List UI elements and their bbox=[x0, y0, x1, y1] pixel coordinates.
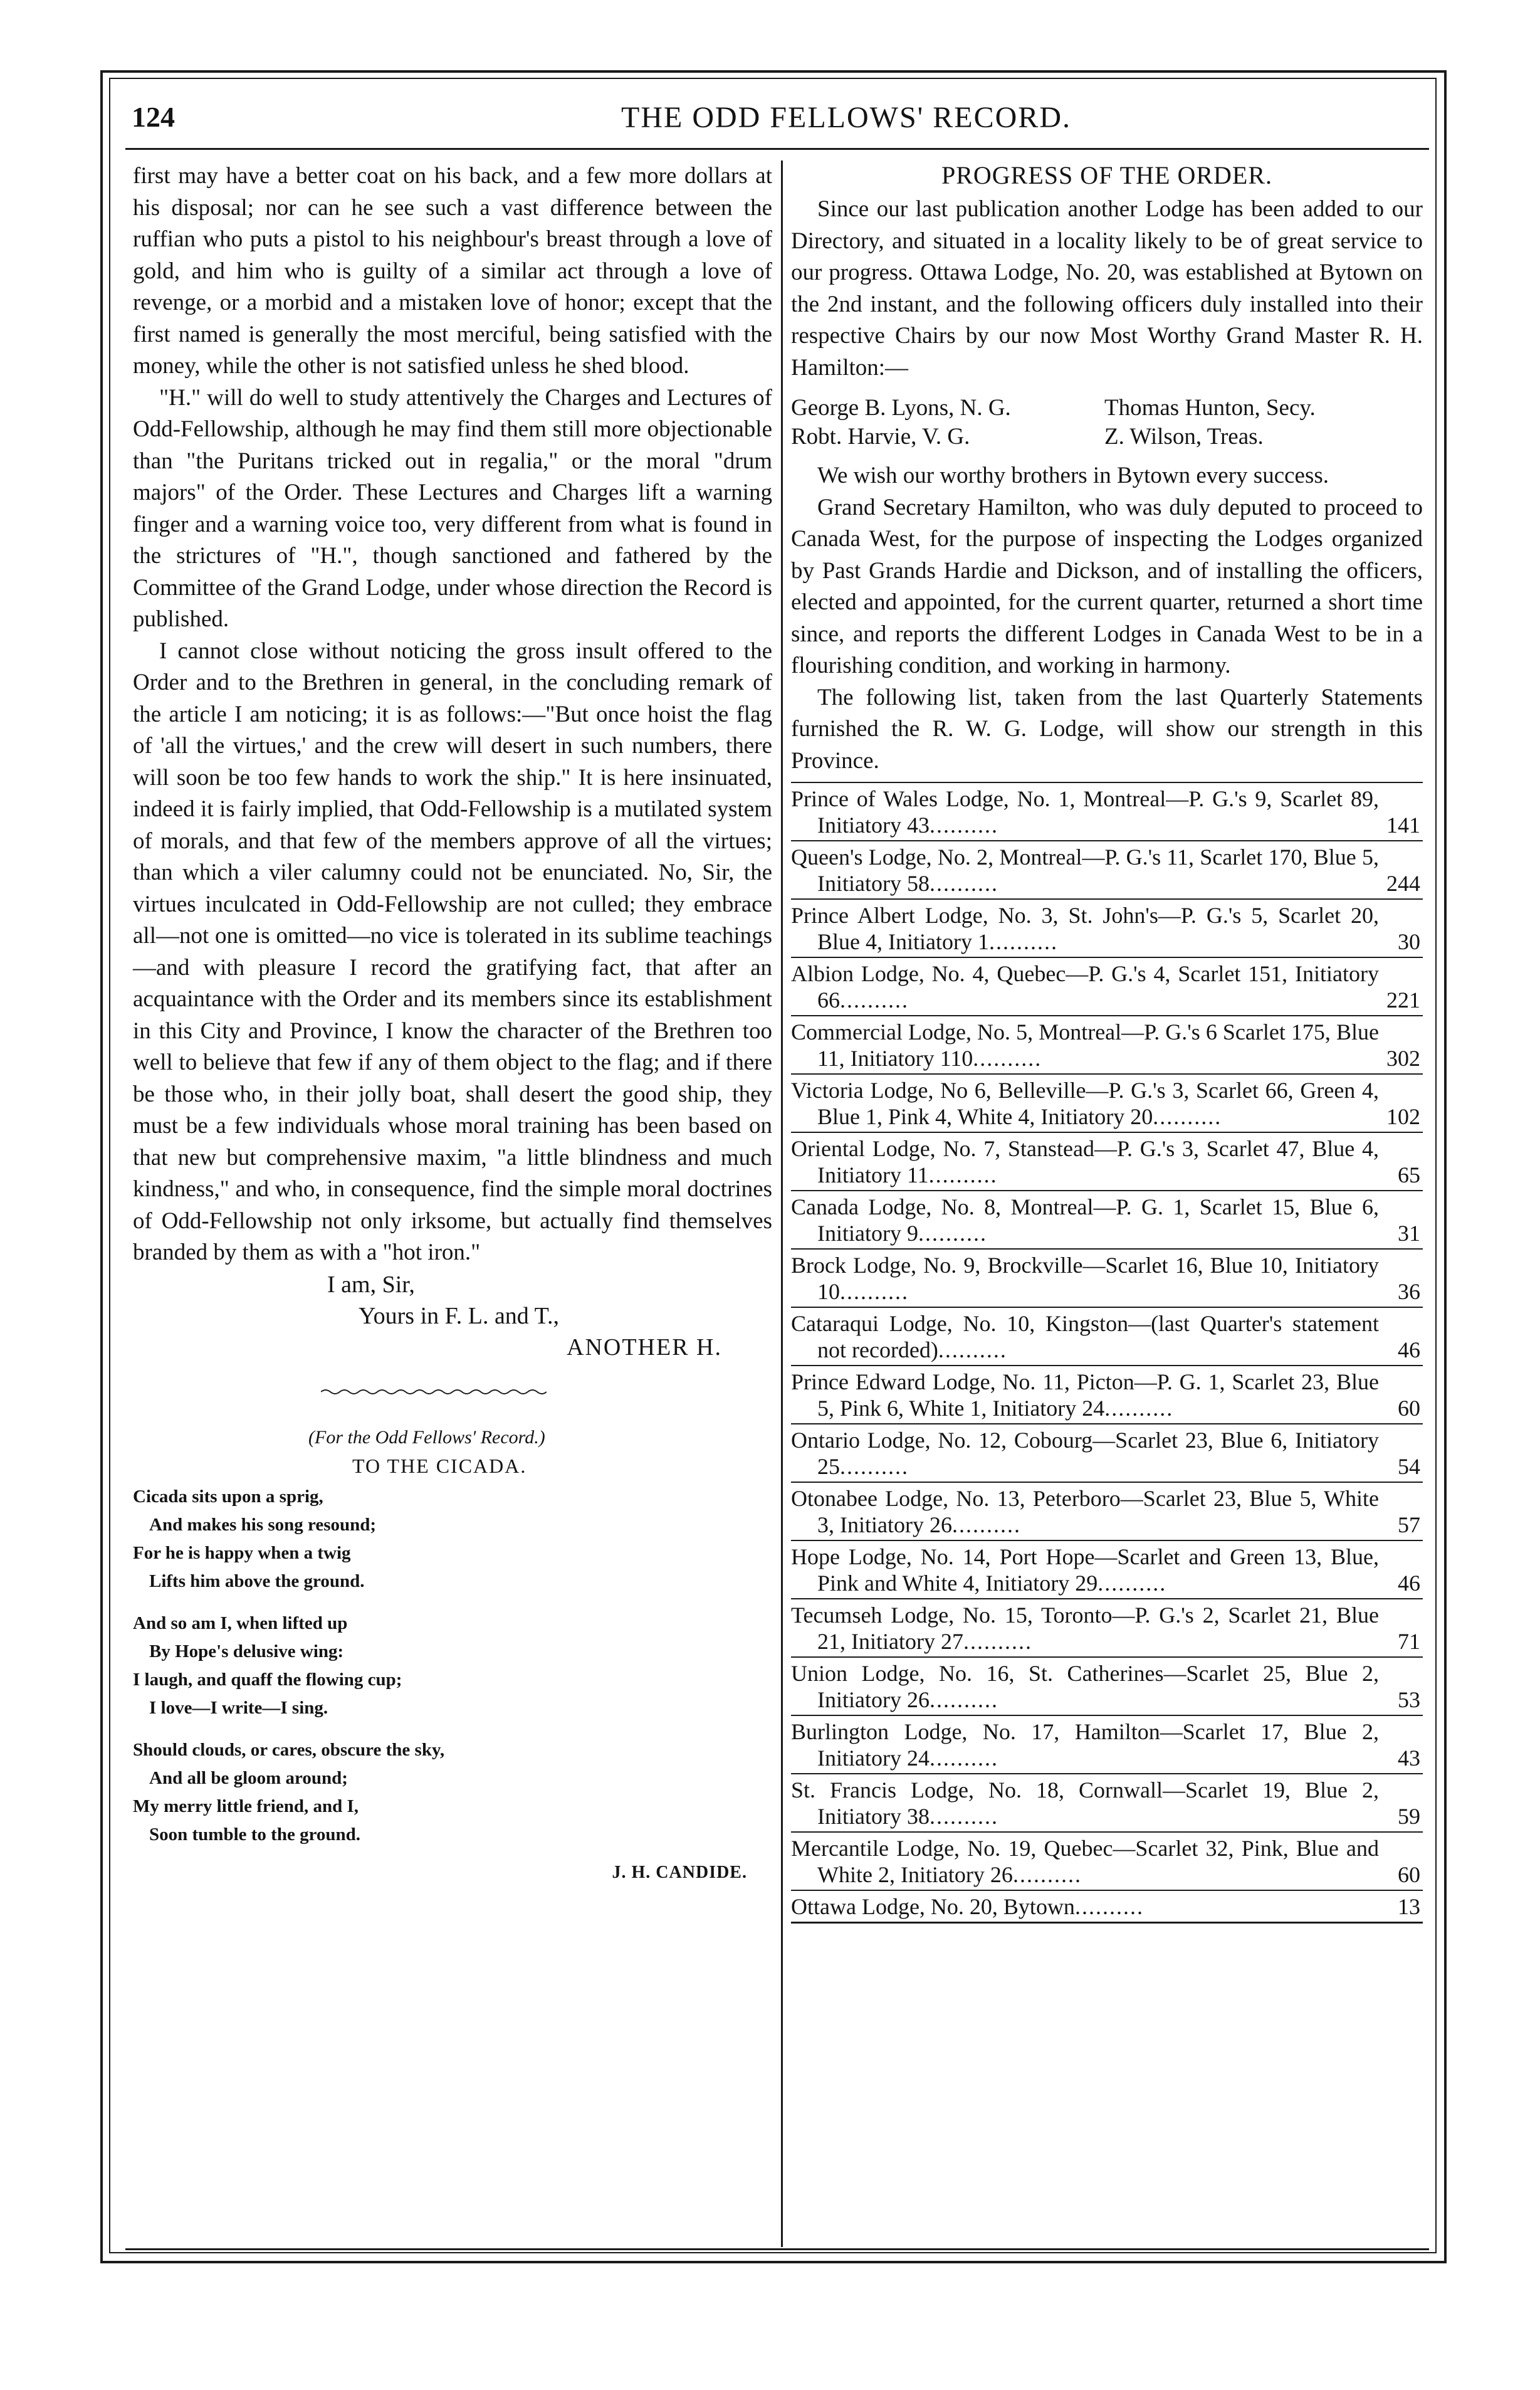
closing-valediction: Yours in F. L. and T., bbox=[359, 1302, 560, 1329]
lodge-entry bbox=[791, 1248, 1423, 1307]
lodge-total: 54 bbox=[1398, 1454, 1420, 1479]
lodge-total: 53 bbox=[1398, 1687, 1420, 1712]
poem-source: (For the Odd Fellows' Record.) bbox=[308, 1426, 545, 1448]
leader-dots: .......... bbox=[840, 987, 909, 1013]
lodge-description-text: St. Francis Lodge, No. 18, Cornwall—Scarlet 19, Blue 2, Initiatory 38 bbox=[791, 1777, 1379, 1829]
lodge-total: 57 bbox=[1398, 1512, 1420, 1537]
lodge-description bbox=[791, 902, 1423, 955]
lodge-total: 65 bbox=[1398, 1162, 1420, 1187]
lodge-total: 221 bbox=[1386, 987, 1420, 1013]
lodge-description-text: Oriental Lodge, No. 7, Stanstead—P. G.'s 3, Scarlet 47, Blue 4, Initiatory 11 bbox=[791, 1136, 1379, 1187]
lodge-total: 43 bbox=[1398, 1745, 1420, 1771]
lodge-description bbox=[791, 786, 1423, 838]
paragraph-1: first may have a better coat on his back, and a few more dollars at his disposal; nor can he see such a vast difference between the ruffian who puts a pistol to his neighbour's breast through a love of gold, and him who is guilty of a similar act through a love of revenge, or a morbid and a mistaken love of honor; except that the first named is generally the most merciful, being satisfied with the money, while the other is not satisfied unless he shed blood. bbox=[133, 163, 772, 379]
lodge-entry bbox=[791, 1773, 1423, 1831]
leader-dots: .......... bbox=[963, 1629, 1032, 1654]
poem-line: Should clouds, or cares, obscure the sky, bbox=[133, 1739, 445, 1760]
lodge-entry bbox=[791, 1132, 1423, 1190]
lodge-description bbox=[791, 844, 1423, 897]
lodge-total: 244 bbox=[1386, 871, 1420, 896]
left-column bbox=[133, 161, 772, 1883]
lodge-description bbox=[791, 1602, 1423, 1655]
lodge-description-text: Victoria Lodge, No 6, Belleville—P. G.'s 3, Scarlet 66, Green 4, Blue 1, Pink 4, White 4, Initiatory 20 bbox=[791, 1078, 1379, 1129]
poem-line: Lifts him above the ground. bbox=[149, 1571, 365, 1591]
lodge-description bbox=[791, 1893, 1423, 1920]
poem-line: Soon tumble to the ground. bbox=[149, 1824, 361, 1845]
lodge-description-text: Canada Lodge, No. 8, Montreal—P. G. 1, Scarlet 15, Blue 6, Initiatory 9 bbox=[791, 1194, 1379, 1246]
lodge-description-text: Prince of Wales Lodge, No. 1, Montreal—P. G.'s 9, Scarlet 89, Initiatory 43 bbox=[791, 786, 1379, 838]
lodge-description bbox=[791, 1135, 1423, 1188]
lodge-description-text: Otonabee Lodge, No. 13, Peterboro—Scarlet 23, Blue 5, White 3, Initiatory 26 bbox=[791, 1486, 1379, 1537]
lodge-total: 59 bbox=[1398, 1804, 1420, 1829]
lodge-description bbox=[791, 1252, 1423, 1305]
lodge-description-text: Union Lodge, No. 16, St. Catherines—Scarlet 25, Blue 2, Initiatory 26 bbox=[791, 1661, 1379, 1712]
poem bbox=[133, 1424, 772, 1883]
lodge-description bbox=[791, 1485, 1423, 1538]
lodge-total: 31 bbox=[1398, 1221, 1420, 1246]
leader-dots: .......... bbox=[988, 929, 1058, 954]
wish-paragraph: We wish our worthy brothers in Bytown every success. bbox=[817, 463, 1329, 488]
officers-list bbox=[791, 394, 1423, 451]
lodge-description-text: Prince Edward Lodge, No. 11, Picton—P. G. 1, Scarlet 23, Blue 5, Pink 6, White 1, Initiatory 24 bbox=[791, 1369, 1379, 1421]
leader-dots: .......... bbox=[840, 1454, 909, 1479]
poem-line: And so am I, when lifted up bbox=[133, 1613, 348, 1633]
leader-dots: .......... bbox=[929, 1687, 998, 1712]
leader-dots: .......... bbox=[951, 1512, 1021, 1537]
lodge-entry bbox=[791, 782, 1423, 840]
poem-line: By Hope's delusive wing: bbox=[149, 1641, 344, 1661]
lodge-description bbox=[791, 1077, 1423, 1130]
lodge-description-text: Hope Lodge, No. 14, Port Hope—Scarlet and Green 13, Blue, Pink and White 4, Initiatory 29 bbox=[791, 1544, 1379, 1596]
poem-line: And makes his song resound; bbox=[149, 1514, 377, 1535]
header-rule bbox=[125, 148, 1429, 150]
lodge-entry bbox=[791, 840, 1423, 898]
leader-dots: .......... bbox=[929, 813, 998, 838]
lodge-entry bbox=[791, 957, 1423, 1015]
letter-closing bbox=[133, 1269, 772, 1363]
lodge-total: 46 bbox=[1398, 1571, 1420, 1596]
leader-dots: .......... bbox=[1012, 1862, 1082, 1887]
poem-line: And all be gloom around; bbox=[149, 1767, 348, 1788]
lodge-total: 302 bbox=[1386, 1046, 1420, 1071]
officer: Robt. Harvie, V. G. bbox=[791, 424, 970, 450]
lodge-description-text: Cataraqui Lodge, No. 10, Kingston—(last Quarter's statement not recorded) bbox=[791, 1311, 1379, 1362]
lodge-total: 60 bbox=[1398, 1862, 1420, 1887]
section-title: PROGRESS OF THE ORDER. bbox=[941, 161, 1273, 189]
paragraph-2: "H." will do well to study attentively the Charges and Lectures of Odd-Fellowship, although he may find them still more objectionable than "the Puritans tricked out in regalia," or the moral "drum majors" of the Order. These Lectures and Charges lift a warning finger and a warning voice too, very different from what is found in the strictures of "H.", though sanctioned and fathered by the Committee of the Grand Lodge, under whose direction the Record is published. bbox=[133, 384, 772, 632]
lodge-description bbox=[791, 1427, 1423, 1480]
poem-stanza-2 bbox=[133, 1609, 772, 1722]
poem-title: TO THE CICADA. bbox=[352, 1454, 527, 1477]
lodge-entry bbox=[791, 1365, 1423, 1423]
lodge-entry bbox=[791, 1656, 1423, 1715]
lodge-description bbox=[791, 1835, 1423, 1888]
poem-author: J. H. CANDIDE. bbox=[612, 1862, 747, 1882]
lodge-description bbox=[791, 1719, 1423, 1771]
lodge-total: 30 bbox=[1398, 929, 1420, 954]
lodge-entry bbox=[791, 1015, 1423, 1073]
leader-dots: .......... bbox=[840, 1279, 909, 1304]
intro-paragraph: Since our last publication another Lodge has been added to our Directory, and situated in a locality likely to be of great service to our progress. Ottawa Lodge, No. 20, was established at Bytown on the 2nd instant, and the following officers duly installed into their respective Chairs by our now Most Worthy Grand Master R. H. Hamilton:— bbox=[791, 196, 1423, 381]
lodge-description bbox=[791, 961, 1423, 1013]
leader-dots: .......... bbox=[928, 1162, 998, 1187]
leader-dots: .......... bbox=[1153, 1104, 1222, 1129]
list-intro-paragraph: The following list, taken from the last Quarterly Statements furnished the R. W. G. Lodge, will show our strength in this Province. bbox=[791, 684, 1423, 774]
leader-dots: .......... bbox=[1097, 1571, 1167, 1596]
lodge-entry bbox=[791, 898, 1423, 957]
lodge-entry bbox=[791, 1598, 1423, 1656]
lodge-description-text: Mercantile Lodge, No. 19, Quebec—Scarlet 32, Pink, Blue and White 2, Initiatory 26 bbox=[791, 1836, 1379, 1887]
lodge-total: 60 bbox=[1398, 1396, 1420, 1421]
lodge-entry bbox=[791, 1423, 1423, 1482]
poem-line: I laugh, and quaff the flowing cup; bbox=[133, 1669, 402, 1690]
lodge-description-text: Brock Lodge, No. 9, Brockville—Scarlet 16, Blue 10, Initiatory 10 bbox=[791, 1253, 1379, 1304]
leader-dots: .......... bbox=[929, 871, 998, 896]
officer: George B. Lyons, N. G. bbox=[791, 395, 1011, 421]
lodge-description bbox=[791, 1194, 1423, 1246]
lodge-description-text: Ontario Lodge, No. 12, Cobourg—Scarlet 23, Blue 6, Initiatory 25 bbox=[791, 1428, 1379, 1479]
lodge-total: 46 bbox=[1398, 1337, 1420, 1362]
running-title: THE ODD FELLOWS' RECORD. bbox=[621, 101, 1071, 134]
lodge-list bbox=[791, 782, 1423, 1924]
lodge-description bbox=[791, 1777, 1423, 1829]
closing-signature: ANOTHER H. bbox=[567, 1334, 722, 1361]
lodge-description bbox=[791, 1019, 1423, 1071]
lodge-entry bbox=[791, 1307, 1423, 1365]
lodge-entry bbox=[791, 1831, 1423, 1890]
lodge-entry bbox=[791, 1890, 1423, 1924]
leader-dots: .......... bbox=[973, 1046, 1042, 1071]
lodge-description bbox=[791, 1310, 1423, 1363]
lodge-description-text: Commercial Lodge, No. 5, Montreal—P. G.'s 6 Scarlet 175, Blue 11, Initiatory 110 bbox=[791, 1019, 1379, 1071]
closing-salutation: I am, Sir, bbox=[327, 1271, 415, 1298]
leader-dots: .......... bbox=[1104, 1396, 1174, 1421]
leader-dots: .......... bbox=[929, 1745, 998, 1771]
poem-line: I love—I write—I sing. bbox=[149, 1697, 328, 1718]
leader-dots: .......... bbox=[918, 1221, 987, 1246]
leader-dots: .......... bbox=[929, 1804, 998, 1829]
lodge-description-text: Queen's Lodge, No. 2, Montreal—P. G.'s 11, Scarlet 170, Blue 5, Initiatory 58 bbox=[791, 845, 1379, 896]
lodge-description-text: Albion Lodge, No. 4, Quebec—P. G.'s 4, Scarlet 151, Initiatory 66 bbox=[791, 961, 1379, 1013]
lodge-entry bbox=[791, 1540, 1423, 1598]
lodge-description-text: Prince Albert Lodge, No. 3, St. John's—P. G.'s 5, Scarlet 20, Blue 4, Initiatory 1 bbox=[791, 903, 1379, 954]
lodge-entry bbox=[791, 1715, 1423, 1773]
lodge-entry bbox=[791, 1073, 1423, 1132]
lodge-description-text: Burlington Lodge, No. 17, Hamilton—Scarlet 17, Blue 2, Initiatory 24 bbox=[791, 1719, 1379, 1771]
poem-stanza-1 bbox=[133, 1483, 772, 1596]
lodge-total: 71 bbox=[1398, 1629, 1420, 1654]
lodge-description bbox=[791, 1544, 1423, 1596]
leader-dots: .......... bbox=[1074, 1894, 1144, 1919]
lodge-description-text: Tecumseh Lodge, No. 15, Toronto—P. G.'s 2, Scarlet 21, Blue 21, Initiatory 27 bbox=[791, 1603, 1379, 1654]
lodge-description bbox=[791, 1369, 1423, 1421]
lodge-description-text: Ottawa Lodge, No. 20, Bytown bbox=[791, 1894, 1075, 1919]
lodge-total: 141 bbox=[1386, 813, 1420, 838]
lodge-entry bbox=[791, 1482, 1423, 1540]
report-paragraph: Grand Secretary Hamilton, who was duly deputed to proceed to Canada West, for the purpose of inspecting the Lodges organized by Past Grands Hardie and Dickson, and of installing the officers, elected and appointed, for the current quarter, returned a short time since, and reports the different Lodges in Canada West to be in a flourishing condition, and working in harmony. bbox=[791, 494, 1423, 678]
lodge-total: 36 bbox=[1398, 1279, 1420, 1304]
wavy-divider bbox=[321, 1388, 547, 1396]
lodge-description bbox=[791, 1660, 1423, 1713]
lodge-total: 102 bbox=[1386, 1104, 1420, 1129]
lodge-total: 13 bbox=[1398, 1894, 1420, 1919]
column-divider bbox=[781, 161, 783, 2247]
right-column bbox=[791, 161, 1423, 1924]
poem-line: For he is happy when a twig bbox=[133, 1542, 351, 1563]
officer: Z. Wilson, Treas. bbox=[1104, 424, 1264, 450]
poem-line: Cicada sits upon a sprig, bbox=[133, 1486, 323, 1507]
bottom-rule bbox=[125, 2248, 1429, 2250]
paragraph-3: I cannot close without noticing the gross insult offered to the Order and to the Brethren in general, in the concluding remark of the article I am noticing; it is as follows:—"But once hoist the flag of 'all the virtues,' and the crew will desert in such numbers, there will soon be too few hands to work the ship." It is here insinuated, indeed it is fairly implied, that Odd-Fellowship is a mutilated system of morals, and that few of the members approve of all the virtues; than which a viler calumny could not be enunciated. No, Sir, the virtues inculcated in Odd-Fellowship are not culled; they embrace all—not one is omitted—no vice is tolerated in its sublime teachings—and with pleasure I record the gratifying fact, that after an acquaintance with the Order and its members since its establishment in this City and Province, I know the character of the Brethren too well to believe that few if any of them object to the flag; and if there be those who, in their jolly boat, shall desert the good ship, they must be a few individuals whose moral training has been based on that new but comprehensive maxim, "a little blindness and much kindness," and who, in consequence, find the simple moral doctrines of Odd-Fellowship not only irksome, but actually find themselves branded by them as with a "hot iron." bbox=[133, 638, 772, 1265]
page-number: 124 bbox=[132, 101, 175, 133]
poem-stanza-3 bbox=[133, 1736, 772, 1849]
lodge-entry bbox=[791, 1190, 1423, 1248]
poem-line: My merry little friend, and I, bbox=[133, 1796, 359, 1816]
officer: Thomas Hunton, Secy. bbox=[1104, 395, 1316, 421]
leader-dots: .......... bbox=[938, 1337, 1007, 1362]
